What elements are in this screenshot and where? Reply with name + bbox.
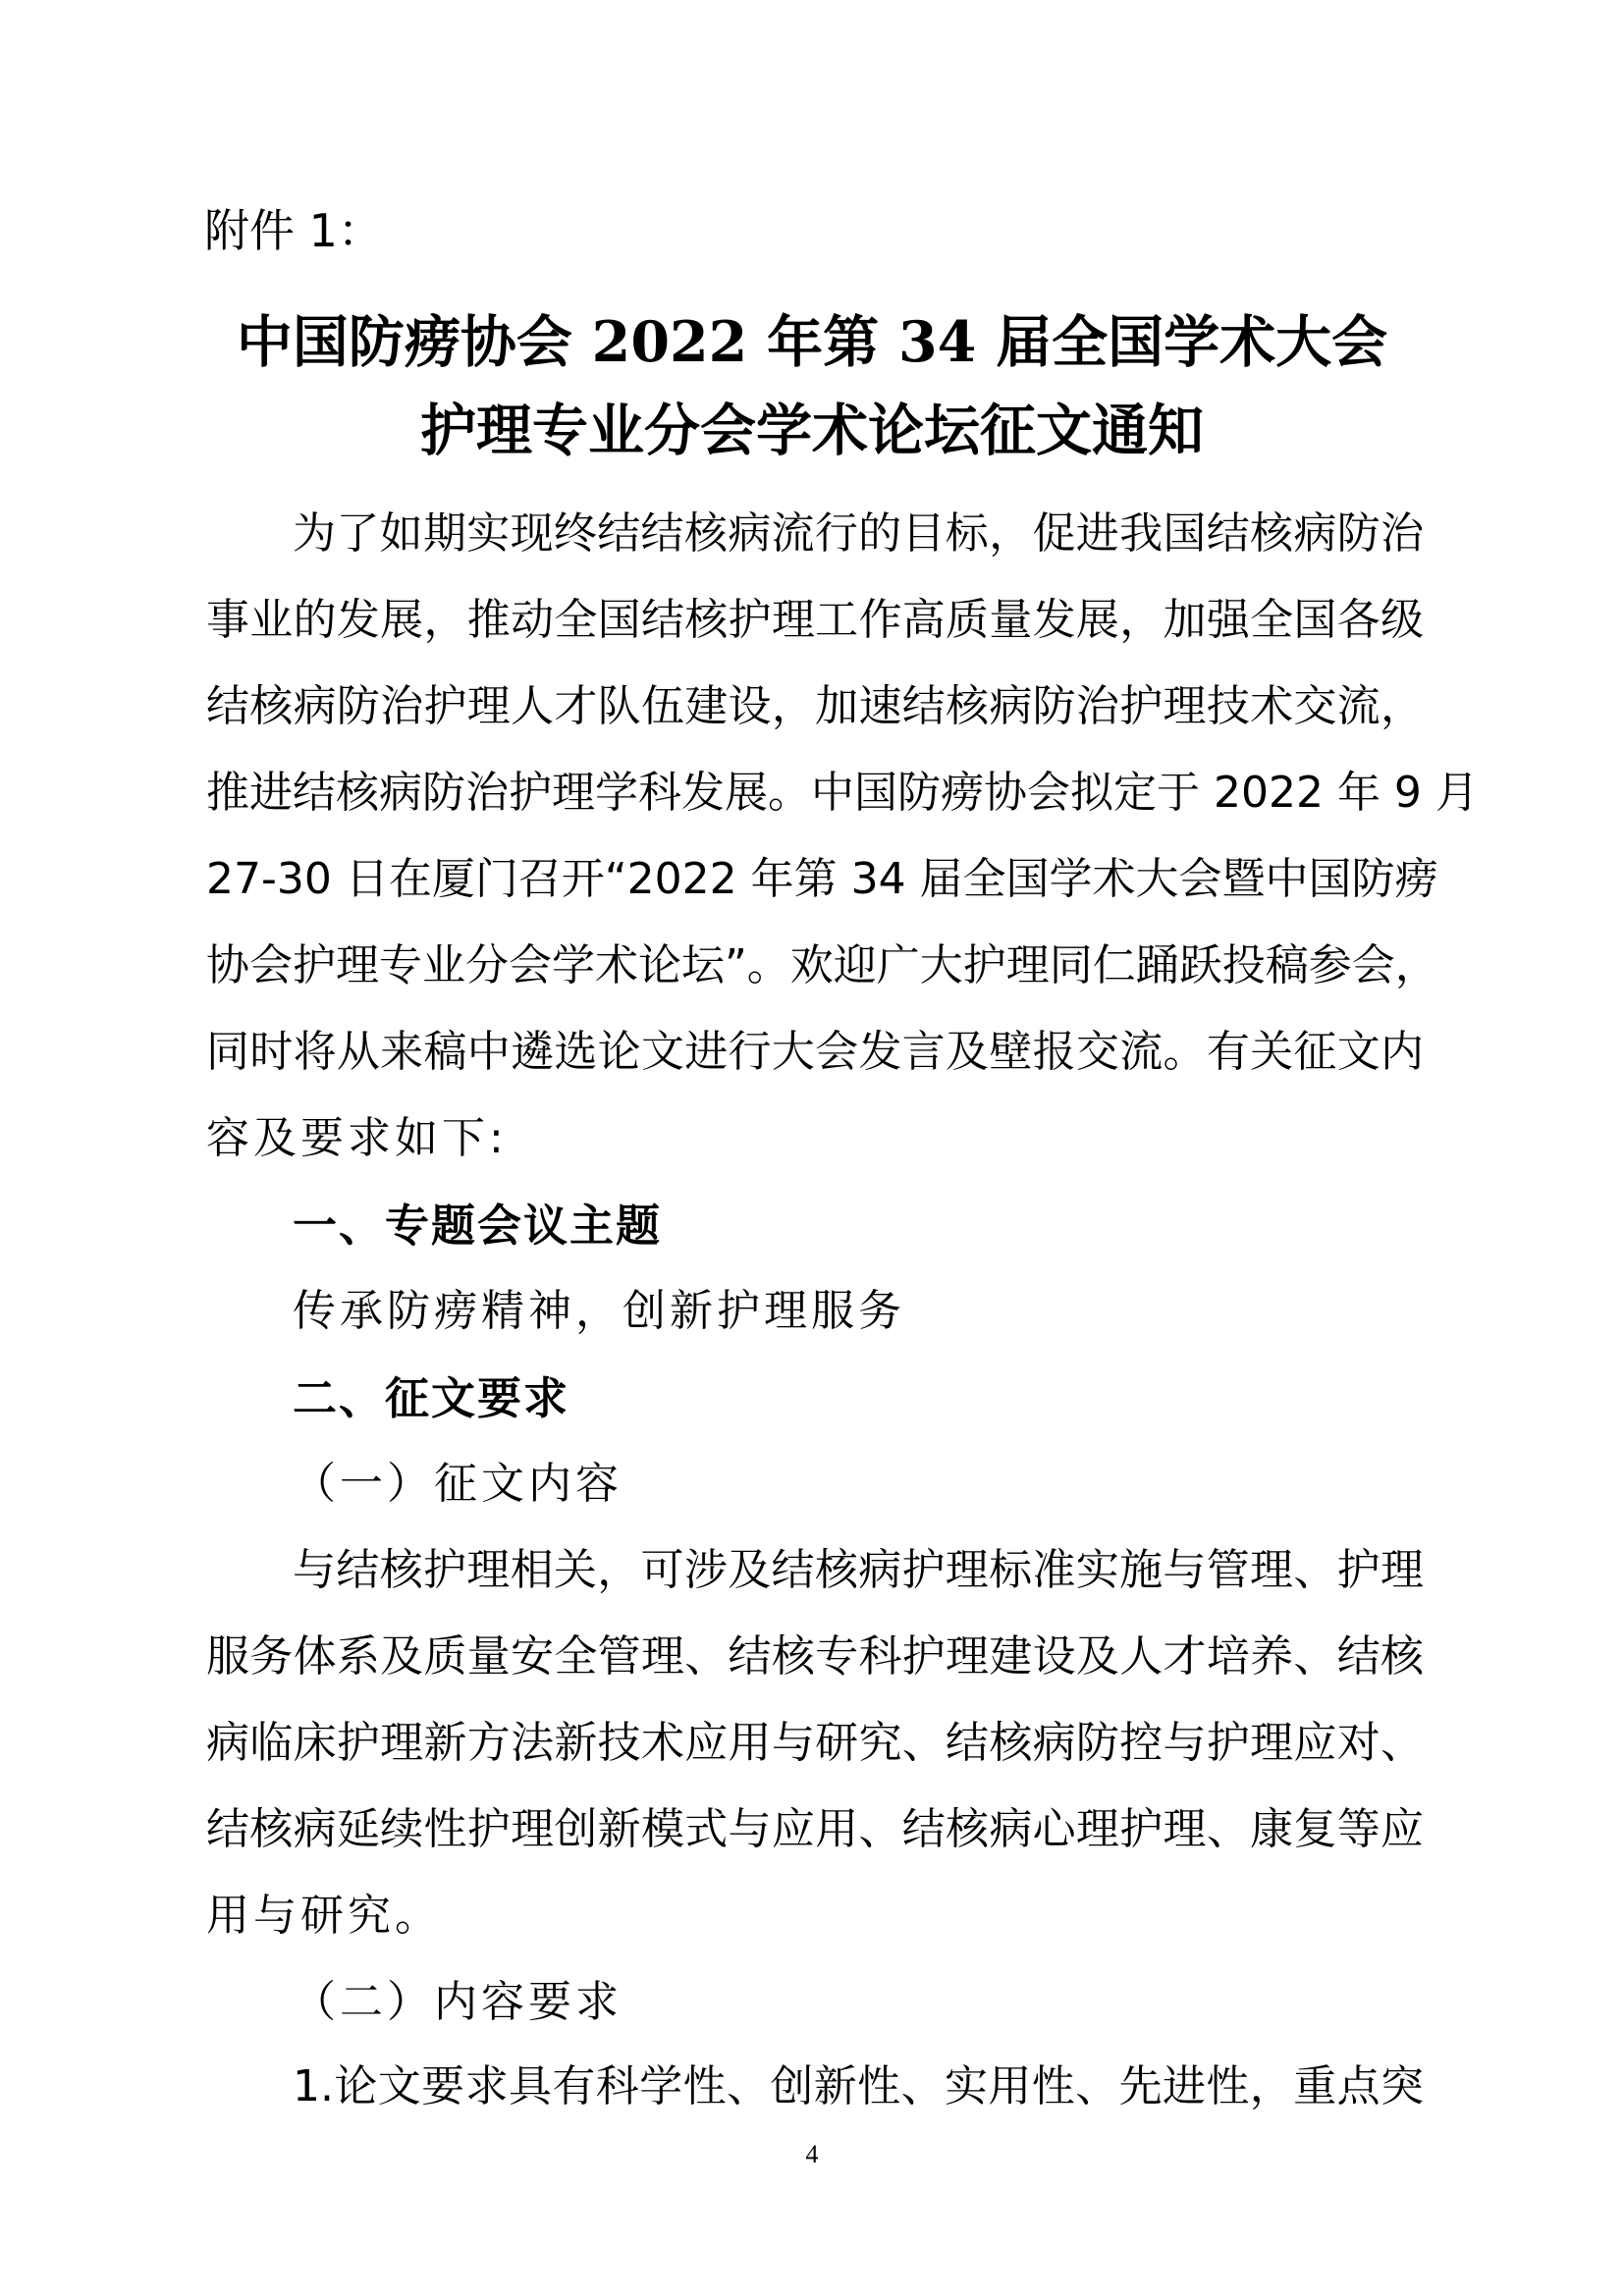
intro-paragraph-line: 事业的发展，推动全国结核护理工作高质量发展，加强全国各级: [206, 595, 1424, 645]
content-paragraph-line: 用与研究。: [206, 1891, 442, 1941]
section-heading-requirements: 二、征文要求: [293, 1372, 570, 1424]
content-paragraph-line: 与结核护理相关，可涉及结核病护理标准实施与管理、护理: [293, 1545, 1424, 1595]
intro-paragraph-line: 推进结核病防治护理学科发展。中国防痨协会拟定于 2022 年 9 月: [206, 768, 1479, 818]
document-title-line-1: 中国防痨协会 2022 年第 34 届全国学术大会: [236, 309, 1388, 375]
intro-paragraph-line: 协会护理专业分会学术论坛”。欢迎广大护理同仁踊跃投稿参会，: [206, 940, 1438, 990]
theme-text: 传承防痨精神，创新护理服务: [293, 1286, 905, 1336]
content-paragraph-line: 病临床护理新方法新技术应用与研究、结核病防控与护理应对、: [206, 1718, 1424, 1768]
intro-paragraph-line: 为了如期实现终结结核病流行的目标，促进我国结核病防治: [293, 508, 1424, 559]
intro-paragraph-line: 同时将从来稿中遴选论文进行大会发言及壁报交流。有关征文内: [206, 1027, 1424, 1077]
intro-paragraph-line: 27-30 日在厦门召开“2022 年第 34 届全国学术大会暨中国防痨: [206, 854, 1438, 904]
intro-paragraph-line: 容及要求如下:: [206, 1113, 508, 1163]
attachment-label: 附件 1：: [204, 204, 383, 257]
subsection-heading-requirements: （二）内容要求: [293, 1977, 623, 2027]
intro-paragraph-line: 结核病防治护理人才队伍建设，加速结核病防治护理技术交流，: [206, 681, 1424, 731]
content-paragraph-line: 结核病延续性护理创新模式与应用、结核病心理护理、康复等应: [206, 1804, 1424, 1854]
page-number: 4: [805, 2140, 819, 2168]
content-paragraph-line: 服务体系及质量安全管理、结核专科护理建设及人才培养、结核: [206, 1631, 1424, 1682]
document-title-line-2: 护理专业分会学术论坛征文通知: [420, 398, 1204, 463]
requirements-paragraph-line: 1.论文要求具有科学性、创新性、实用性、先进性，重点突: [293, 2061, 1424, 2111]
subsection-heading-content: （一）征文内容: [293, 1459, 623, 1509]
section-heading-theme: 一、专题会议主题: [293, 1200, 663, 1252]
